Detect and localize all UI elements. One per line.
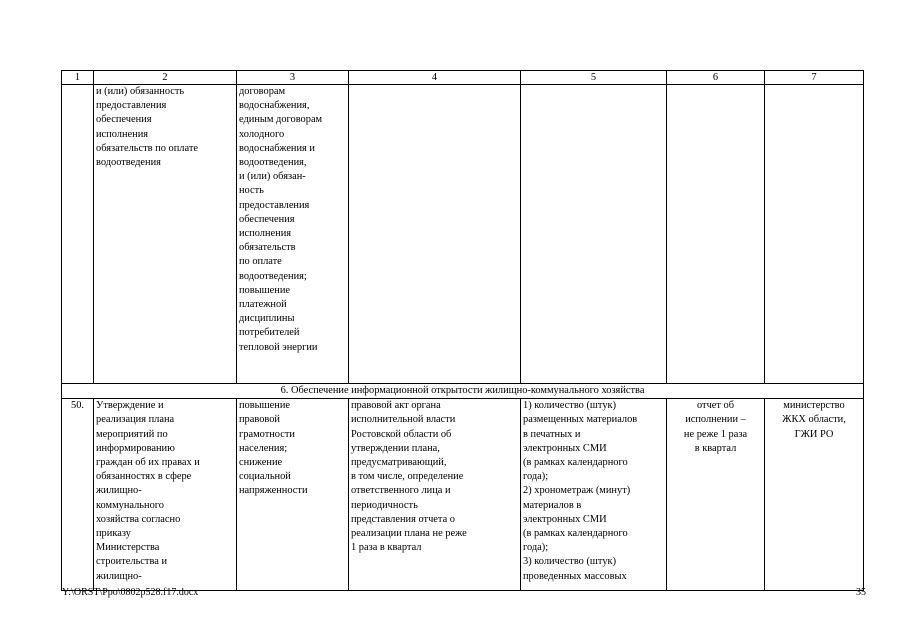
table-cell: и (или) обязанность предоставления обеспечения исполнения обязательств по оплате водоотведения xyxy=(94,85,237,384)
header-cell: 6 xyxy=(667,71,765,85)
table-cell: договорам водоснабжения, единым договорам холодного водоснабжения и водоотведения, и (или) обязан- ность предоставления обеспечения исполнения обязательств по оплате водоотведения; повышение платежной дисциплины потребителей тепловой энергии xyxy=(237,85,349,384)
page-number: 35 xyxy=(856,587,866,598)
table-row xyxy=(62,399,864,591)
header-cell: 1 xyxy=(62,71,94,85)
table-row xyxy=(62,85,864,384)
table-cell: 1) количество (штук) размещенных материалов в печатных и электронных СМИ (в рамках календарного года); 2) хронометраж (минут) материалов в электронных СМИ (в рамках календарного года); 3) количество (штук) проведенных массовых xyxy=(521,399,667,591)
header-cell: 7 xyxy=(765,71,864,85)
table-cell xyxy=(349,85,521,384)
footer-file-path: Y:\ORST\Ppo\0802p528.f17.docx xyxy=(62,587,199,598)
header-cell: 3 xyxy=(237,71,349,85)
section-title: 6. Обеспечение информационной открытости жилищно-коммунального хозяйства xyxy=(62,384,864,399)
header-cell: 2 xyxy=(94,71,237,85)
row-number: 50. xyxy=(62,399,94,591)
table-cell xyxy=(765,85,864,384)
table-cell xyxy=(667,85,765,384)
table-cell xyxy=(521,85,667,384)
header-row xyxy=(62,71,864,85)
table-cell: правовой акт органа исполнительной власти Ростовской области об утверждении плана, предусматривающий, в том числе, определение ответственного лица и периодичность представления отчета о реализации плана не реже 1 раза в квартал xyxy=(349,399,521,591)
section-row xyxy=(62,384,864,399)
table-cell: отчет об исполнении – не реже 1 раза в квартал xyxy=(667,399,765,591)
table-cell xyxy=(62,85,94,384)
table-cell: повышение правовой грамотности населения; снижение социальной напряженности xyxy=(237,399,349,591)
table-cell: министерство ЖКХ области, ГЖИ РО xyxy=(765,399,864,591)
header-cell: 5 xyxy=(521,71,667,85)
header-cell: 4 xyxy=(349,71,521,85)
plan-table xyxy=(61,70,864,591)
table-cell: Утверждение и реализация плана мероприятий по информированию граждан об их правах и обязанностях в сфере жилищно- коммунального хозяйства согласно приказу Министерства строительства и жилищно- xyxy=(94,399,237,591)
